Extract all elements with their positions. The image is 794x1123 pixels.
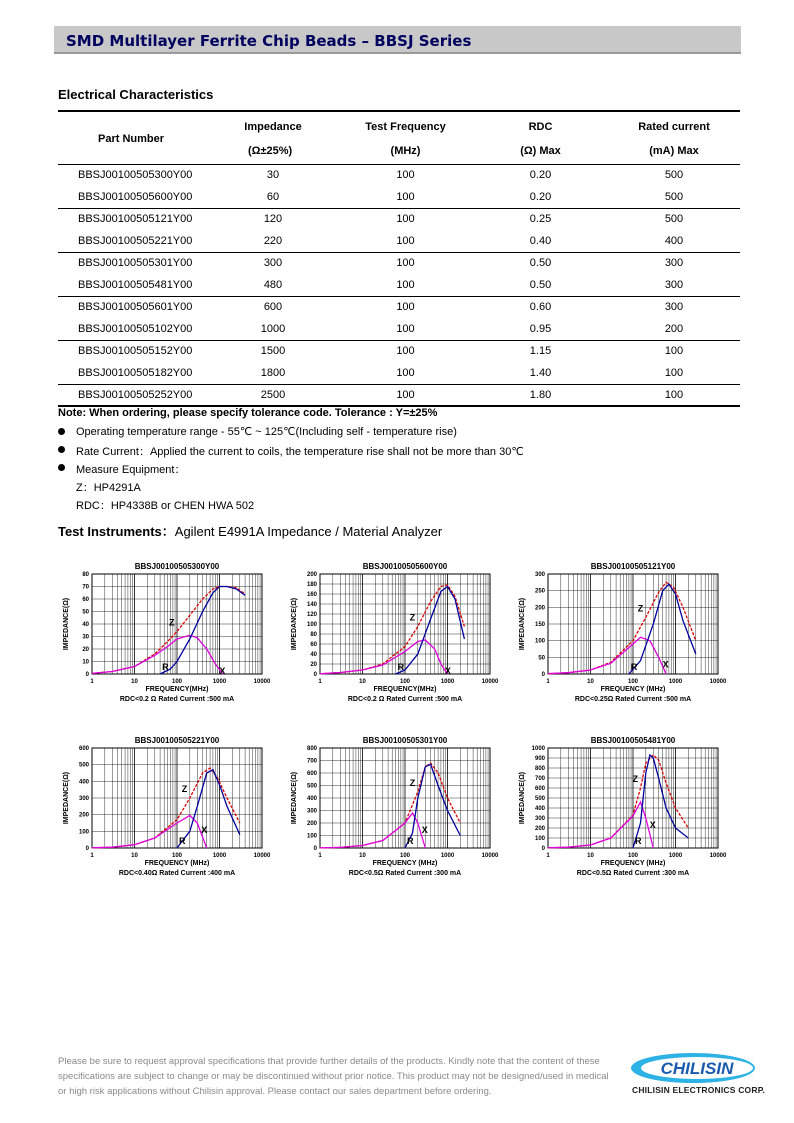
x-curve-label: X xyxy=(662,659,669,670)
x-tick-label: 10000 xyxy=(481,679,499,685)
cell-freq: 100 xyxy=(396,257,415,270)
cell-freq: 100 xyxy=(396,190,415,203)
spec-table xyxy=(58,110,740,407)
note-measure-equipment: Measure Equipment： xyxy=(58,461,524,479)
cell-rdc: 0.25 xyxy=(529,213,552,226)
y-tick-label: 0 xyxy=(541,846,545,852)
col-header-impedance: Impedance xyxy=(244,120,302,133)
cell-freq: 100 xyxy=(396,322,415,335)
x-tick-label: 1000 xyxy=(440,679,455,685)
chart-bbsj481 xyxy=(514,734,734,889)
r-curve-label: R xyxy=(635,836,642,846)
cell-current: 100 xyxy=(664,366,684,379)
cell-impedance: 1800 xyxy=(260,366,286,379)
col-header-rdc: RDC xyxy=(528,120,553,133)
y-tick-label: 50 xyxy=(538,655,545,662)
note-rate-current: Rate Current：Applied the current to coils, the temperature rise shall not be more than 30℃ xyxy=(58,443,524,461)
x-tick-label: 1000 xyxy=(440,853,455,859)
cell-impedance: 30 xyxy=(266,169,280,182)
y-tick-label: 300 xyxy=(306,808,317,815)
y-tick-label: 50 xyxy=(82,609,89,616)
y-tick-label: 400 xyxy=(78,779,89,786)
y-tick-label: 100 xyxy=(306,622,317,628)
x-axis-label: FREQUENCY (MHz) xyxy=(372,860,438,867)
x-tick-label: 10000 xyxy=(709,679,727,685)
test-instruments-value: Agilent E4991A Impedance / Material Analyzer xyxy=(174,524,443,539)
cell-current: 500 xyxy=(664,190,684,203)
x-tick-label: 1000 xyxy=(668,679,683,685)
cell-freq: 100 xyxy=(396,388,415,401)
table-row xyxy=(58,318,740,340)
cell-impedance: 1000 xyxy=(260,322,286,335)
y-axis-label: IMPEDANCE(Ω) xyxy=(63,771,70,825)
cell-rdc: 0.60 xyxy=(529,301,552,314)
chart-caption: RDC<0.5Ω Rated Current :300 mA xyxy=(576,870,690,877)
cell-rdc: 0.50 xyxy=(529,257,552,270)
chart-caption: RDC<0.2 Ω Rated Current :500 mA xyxy=(119,696,235,703)
col-unit-rated-current: (mA) Max xyxy=(649,145,699,158)
x-curve-label: X xyxy=(649,820,656,830)
cell-current: 300 xyxy=(664,278,684,291)
table-row xyxy=(58,384,740,406)
y-tick-label: 200 xyxy=(534,826,545,832)
cell-impedance: 2500 xyxy=(260,388,286,401)
x-curve-label: X xyxy=(444,666,451,676)
company-name: CHILISIN ELECTRONICS CORP. xyxy=(632,1085,766,1095)
cell-current: 100 xyxy=(664,388,684,401)
cell-rdc: 0.95 xyxy=(529,322,552,335)
cell-rdc: 0.20 xyxy=(529,169,552,182)
y-tick-label: 80 xyxy=(82,572,89,578)
r-curve-label: R xyxy=(179,836,186,846)
title-bar xyxy=(54,26,741,54)
y-tick-label: 400 xyxy=(306,796,317,802)
chart-bbsj300 xyxy=(58,560,278,715)
x-axis-label: FREQUENCY(MHz) xyxy=(145,686,209,693)
x-tick-label: 10 xyxy=(587,853,594,859)
table-header-row xyxy=(58,111,740,139)
y-tick-label: 600 xyxy=(534,786,545,792)
y-tick-label: 250 xyxy=(534,588,545,595)
table-row xyxy=(58,296,740,318)
chart-bbsj301 xyxy=(286,734,506,889)
y-tick-label: 900 xyxy=(534,756,545,762)
col-unit-impedance: (Ω±25%) xyxy=(248,145,293,158)
cell-rdc: 0.40 xyxy=(529,234,552,247)
cell-part: BBSJ00100505481Y00 xyxy=(78,278,193,291)
y-tick-label: 20 xyxy=(310,662,317,668)
y-tick-label: 500 xyxy=(78,762,89,769)
x-axis-label: FREQUENCY(MHz) xyxy=(373,686,437,693)
chart-bbsj121 xyxy=(514,560,734,715)
cell-current: 500 xyxy=(664,169,684,182)
y-tick-label: 10 xyxy=(82,659,89,666)
table-row xyxy=(58,340,740,362)
y-tick-label: 20 xyxy=(82,647,89,653)
y-tick-label: 200 xyxy=(306,572,317,578)
y-tick-label: 0 xyxy=(313,672,317,678)
x-axis-label: FREQUENCY (MHz) xyxy=(600,860,666,867)
x-tick-label: 1 xyxy=(318,679,322,685)
cell-freq: 100 xyxy=(396,169,415,182)
r-curve-label: R xyxy=(162,662,169,672)
y-tick-label: 400 xyxy=(534,806,545,812)
y-tick-label: 1000 xyxy=(531,746,545,752)
cell-impedance: 120 xyxy=(263,213,283,226)
y-tick-label: 0 xyxy=(85,846,89,852)
col-header-part-number: Part Number xyxy=(98,132,165,145)
cell-impedance: 60 xyxy=(266,190,280,203)
x-tick-label: 1 xyxy=(90,853,94,859)
y-axis-label: IMPEDANCE(Ω) xyxy=(291,597,298,651)
chart-caption: RDC<0.40Ω Rated Current :400 mA xyxy=(118,870,236,877)
y-tick-label: 100 xyxy=(534,836,545,842)
x-curve-label: X xyxy=(201,825,208,835)
notes-list xyxy=(58,425,524,515)
table-row xyxy=(58,362,740,384)
r-curve-label: R xyxy=(397,662,405,672)
y-tick-label: 140 xyxy=(306,602,317,608)
x-axis-label: FREQUENCY (MHz) xyxy=(144,860,210,867)
y-tick-label: 300 xyxy=(534,572,545,578)
y-tick-label: 0 xyxy=(85,672,89,678)
y-tick-label: 160 xyxy=(306,592,317,598)
y-tick-label: 60 xyxy=(310,642,317,648)
cell-current: 500 xyxy=(664,213,684,226)
table-row xyxy=(58,208,740,230)
chart-bbsj221 xyxy=(58,734,278,889)
x-tick-label: 10 xyxy=(131,679,138,685)
cell-part: BBSJ00100505252Y00 xyxy=(78,388,193,401)
cell-part: BBSJ00100505182Y00 xyxy=(78,366,193,379)
note-operating-temp: Operating temperature range - 55℃ ~ 125℃(Including self - temperature rise) xyxy=(58,425,524,443)
cell-part: BBSJ00100505152Y00 xyxy=(78,345,193,358)
y-tick-label: 150 xyxy=(534,622,545,628)
ordering-note: Note: When ordering, please specify tolerance code. Tolerance : Y=±25% xyxy=(58,407,438,419)
y-tick-label: 800 xyxy=(534,766,545,772)
y-tick-label: 100 xyxy=(534,638,545,645)
cell-current: 300 xyxy=(664,301,684,314)
cell-current: 300 xyxy=(664,257,684,270)
cell-current: 400 xyxy=(664,234,684,247)
y-tick-label: 700 xyxy=(534,776,545,782)
spec-table-body xyxy=(58,164,740,406)
y-axis-label: IMPEDANCE(Ω) xyxy=(291,771,298,825)
x-tick-label: 10000 xyxy=(481,853,499,859)
footer-disclaimer: Please be sure to request approval specifications that provide further details of the products. Kindly note that the content of these specifications are subject to change or may be discontinued without prior notice. This product may not be designed/used in medical or high risk applications without Chilisin approval. Please contact our sales department before ordering. xyxy=(58,1056,609,1097)
chart-title: BBSJ00100505300Y00 xyxy=(134,562,220,571)
y-tick-label: 100 xyxy=(306,833,317,840)
chart-title: BBSJ00100505481Y00 xyxy=(590,736,676,745)
y-tick-label: 500 xyxy=(306,783,317,790)
cell-current: 100 xyxy=(664,345,684,358)
col-unit-test-frequency: (MHz) xyxy=(390,145,421,158)
x-tick-label: 1 xyxy=(546,853,550,859)
cell-impedance: 220 xyxy=(263,234,283,247)
y-tick-label: 600 xyxy=(78,746,89,752)
x-tick-label: 1000 xyxy=(668,853,683,859)
x-tick-label: 100 xyxy=(627,853,639,859)
cell-rdc: 1.40 xyxy=(529,366,552,379)
x-tick-label: 100 xyxy=(171,679,183,685)
y-tick-label: 500 xyxy=(534,796,545,802)
y-tick-label: 80 xyxy=(310,632,317,638)
cell-freq: 100 xyxy=(396,345,415,358)
logo-text: CHILISIN xyxy=(660,1059,734,1078)
y-tick-label: 60 xyxy=(82,597,89,603)
cell-impedance: 600 xyxy=(263,301,283,314)
col-header-test-frequency: Test Frequency xyxy=(365,120,446,133)
col-header-rated-current: Rated current xyxy=(638,120,710,133)
x-tick-label: 1 xyxy=(90,679,94,685)
y-tick-label: 40 xyxy=(82,622,89,628)
y-tick-label: 200 xyxy=(306,821,317,827)
y-axis-label: IMPEDANCE(Ω) xyxy=(519,771,526,825)
cell-rdc: 0.20 xyxy=(529,190,552,203)
x-tick-label: 10 xyxy=(131,853,138,859)
z-curve-label: Z xyxy=(409,612,416,623)
x-tick-label: 10000 xyxy=(253,679,271,685)
cell-part: BBSJ00100505301Y00 xyxy=(78,257,193,270)
cell-rdc: 1.80 xyxy=(529,388,552,401)
cell-part: BBSJ00100505300Y00 xyxy=(78,169,193,182)
x-tick-label: 10000 xyxy=(253,853,271,859)
cell-freq: 100 xyxy=(396,366,415,379)
cell-part: BBSJ00100505600Y00 xyxy=(78,190,193,203)
y-tick-label: 100 xyxy=(78,829,89,836)
y-tick-label: 600 xyxy=(306,771,317,777)
x-tick-label: 1 xyxy=(318,853,322,859)
y-tick-label: 30 xyxy=(82,634,89,641)
table-row xyxy=(58,164,740,186)
cell-part: BBSJ00100505221Y00 xyxy=(78,234,193,247)
cell-part: BBSJ00100505102Y00 xyxy=(78,322,193,335)
y-tick-label: 200 xyxy=(534,605,545,612)
cell-impedance: 1500 xyxy=(260,345,286,358)
x-tick-label: 100 xyxy=(399,853,411,859)
z-curve-label: Z xyxy=(632,774,638,784)
chart-bbsj600 xyxy=(286,560,506,715)
y-axis-label: IMPEDANCE(Ω) xyxy=(63,597,70,651)
chart-title: BBSJ00100505121Y00 xyxy=(590,562,676,571)
cell-freq: 100 xyxy=(396,234,415,247)
cell-impedance: 300 xyxy=(263,257,283,270)
y-tick-label: 300 xyxy=(534,816,545,822)
y-tick-label: 300 xyxy=(78,796,89,802)
x-curve-label: X xyxy=(219,666,226,676)
chart-title: BBSJ00100505221Y00 xyxy=(134,736,220,745)
cell-current: 200 xyxy=(664,322,684,335)
note-rdc-equipment: RDC：HP4338B or CHEN HWA 502 xyxy=(76,500,255,512)
chart-caption: RDC<0.2 Ω Rated Current :500 mA xyxy=(347,696,463,703)
z-curve-label: Z xyxy=(181,784,188,794)
z-curve-label: Z xyxy=(409,777,416,788)
x-curve-label: X xyxy=(421,825,428,835)
y-tick-label: 70 xyxy=(82,584,89,591)
note-z-equipment: Z：HP4291A xyxy=(76,482,141,494)
x-tick-label: 10 xyxy=(359,853,366,859)
x-tick-label: 1 xyxy=(546,679,550,685)
cell-part: BBSJ00100505601Y00 xyxy=(78,301,193,314)
y-tick-label: 40 xyxy=(310,652,317,658)
z-curve-label: Z xyxy=(637,603,644,614)
table-row xyxy=(58,186,740,208)
x-tick-label: 1000 xyxy=(212,853,227,859)
table-row xyxy=(58,274,740,296)
table-row xyxy=(58,252,740,274)
x-tick-label: 1000 xyxy=(212,679,227,685)
y-tick-label: 180 xyxy=(306,582,317,588)
x-tick-label: 100 xyxy=(627,679,639,685)
x-axis-label: FREQUENCY (MHz) xyxy=(600,686,666,693)
y-tick-label: 0 xyxy=(541,672,545,678)
col-unit-rdc: (Ω) Max xyxy=(520,145,561,158)
cell-rdc: 1.15 xyxy=(529,345,552,358)
cell-freq: 100 xyxy=(396,213,415,226)
chart-title: BBSJ00100505301Y00 xyxy=(362,736,448,745)
x-tick-label: 10 xyxy=(359,679,366,685)
z-curve-label: Z xyxy=(169,617,175,628)
cell-impedance: 480 xyxy=(263,278,283,291)
y-axis-label: IMPEDANCE(Ω) xyxy=(519,597,526,651)
y-tick-label: 700 xyxy=(306,758,317,765)
section-title: Electrical Characteristics xyxy=(58,87,214,102)
page-title: SMD Multilayer Ferrite Chip Beads – BBSJ Series xyxy=(66,32,472,50)
r-curve-label: R xyxy=(407,836,414,846)
r-curve-label: R xyxy=(630,662,638,672)
y-tick-label: 200 xyxy=(78,812,89,819)
y-tick-label: 0 xyxy=(313,846,317,852)
cell-freq: 100 xyxy=(396,301,415,314)
y-tick-label: 120 xyxy=(306,612,317,618)
cell-part: BBSJ00100505121Y00 xyxy=(78,213,193,226)
test-instruments xyxy=(58,521,442,540)
x-tick-label: 100 xyxy=(399,679,411,685)
x-tick-label: 10 xyxy=(587,679,594,685)
y-tick-label: 800 xyxy=(306,746,317,752)
x-tick-label: 100 xyxy=(171,853,183,859)
cell-rdc: 0.50 xyxy=(529,278,552,291)
cell-freq: 100 xyxy=(396,278,415,291)
x-tick-label: 10000 xyxy=(709,853,727,859)
test-instruments-label: Test Instruments： xyxy=(58,524,175,539)
chart-title: BBSJ00100505600Y00 xyxy=(362,562,448,571)
chart-caption: RDC<0.5Ω Rated Current :300 mA xyxy=(348,870,462,877)
chart-caption: RDC<0.25Ω Rated Current :500 mA xyxy=(574,696,692,703)
table-row xyxy=(58,230,740,252)
